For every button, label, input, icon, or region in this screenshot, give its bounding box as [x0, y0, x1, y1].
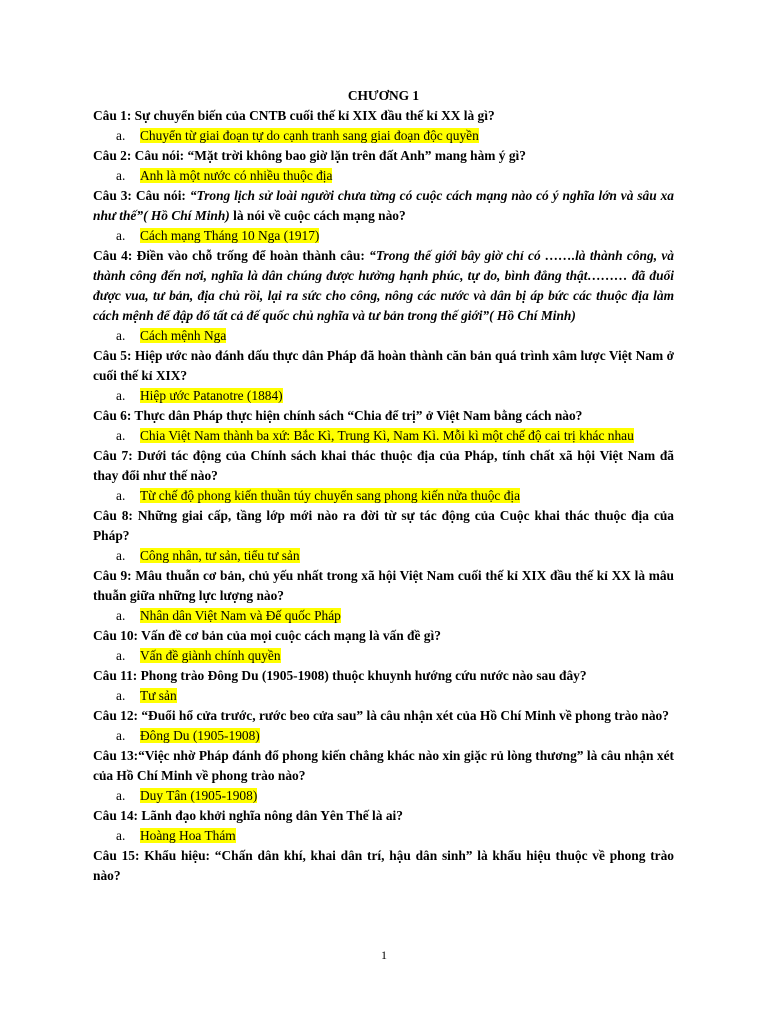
page-number: 1 [381, 948, 387, 962]
question-9: Câu 9: Mâu thuẫn cơ bản, chủ yếu nhất trong xã hội Việt Nam cuối thế kỉ XIX đầu thế kỉ XX là mâu thuẫn giữa những lực lượng nào? [93, 568, 674, 603]
chapter-title: CHƯƠNG 1 [347, 88, 420, 103]
answer-11: a. Tư sản [116, 688, 177, 703]
answer-13: a. Duy Tân (1905-1908) [116, 788, 258, 803]
answer-5: a. Hiệp ước Patanotre (1884) [116, 388, 283, 403]
answer-7: a. Từ chế độ phong kiến thuần túy chuyển sang phong kiến nửa thuộc địa [116, 488, 521, 503]
answer-8: a. Công nhân, tư sản, tiểu tư sản [116, 548, 300, 563]
answer-9: a. Nhân dân Việt Nam và Đế quốc Pháp [116, 608, 341, 623]
answer-2: a. Anh là một nước có nhiều thuộc địa [116, 168, 333, 183]
question-1: Câu 1: Sự chuyển biến của CNTB cuối thế kỉ XIX đầu thế kỉ XX là gì? [93, 108, 495, 123]
question-10: Câu 10: Vấn đề cơ bản của mọi cuộc cách mạng là vấn đề gì? [93, 628, 441, 643]
answer-14: a. Hoàng Hoa Thám [116, 828, 236, 843]
question-6: Câu 6: Thực dân Pháp thực hiện chính sách “Chia để trị” ở Việt Nam bằng cách nào? [93, 408, 583, 423]
question-8: Câu 8: Những giai cấp, tầng lớp mới nào ra đời từ sự tác động của Cuộc khai thác thuộc địa của Pháp? [93, 508, 674, 543]
question-14: Câu 14: Lãnh đạo khởi nghĩa nông dân Yên Thế là ai? [93, 808, 403, 823]
answer-12: a. Đông Du (1905-1908) [116, 728, 260, 743]
answer-6: a. Chia Việt Nam thành ba xứ: Bắc Kì, Trung Kì, Nam Kì. Mỗi kì một chế độ cai trị khác nhau [116, 428, 634, 443]
answer-10: a. Vấn đề giành chính quyền [116, 648, 281, 663]
answer-1: a. Chuyển từ giai đoạn tự do cạnh tranh sang giai đoạn độc quyền [116, 128, 479, 143]
question-7: Câu 7: Dưới tác động của Chính sách khai thác thuộc địa của Pháp, tính chất xã hội Việt Nam đã thay đổi như thế nào? [93, 448, 674, 483]
question-13: Câu 13:“Việc nhờ Pháp đánh đổ phong kiến chẳng khác nào xin giặc rủ lòng thương” là câu nhận xét của Hồ Chí Minh về phong trào nào? [93, 748, 674, 783]
question-5: Câu 5: Hiệp ước nào đánh dấu thực dân Pháp đã hoàn thành căn bản quá trình xâm lược Việt Nam ở cuối thế kỉ XIX? [93, 348, 674, 383]
question-12: Câu 12: “Đuổi hổ cửa trước, rước beo cửa sau” là câu nhận xét của Hồ Chí Minh về phong trào nào? [93, 708, 669, 723]
question-11: Câu 11: Phong trào Đông Du (1905-1908) thuộc khuynh hướng cứu nước nào sau đây? [93, 668, 587, 683]
document-content [93, 86, 674, 886]
question-4: Câu 4: Điền vào chỗ trống để hoàn thành câu: “Trong thế giới bây giờ chỉ có …….là thành công, và thành công đến nơi, nghĩa là dân chúng được hưởng hạnh phúc, tự do, bình đẳng thật……… đã đuổi được vua, tư bản, địa chủ rồi, lại ra sức cho công, nông các nước và dân bị áp bức các thuộc địa làm cách mệnh để đập đổ tất cả đế quốc chủ nghĩa và tư bản trong thế giới”( Hồ Chí Minh) [93, 248, 675, 323]
question-3: Câu 3: Câu nói: “Trong lịch sử loài người chưa từng có cuộc cách mạng nào có ý nghĩa lớn và sâu xa như thế”( Hồ Chí Minh) là nói về cuộc cách mạng nào? [93, 188, 674, 223]
answer-3: a. Cách mạng Tháng 10 Nga (1917) [116, 228, 320, 243]
question-2: Câu 2: Câu nói: “Mặt trời không bao giờ lặn trên đất Anh” mang hàm ý gì? [93, 148, 526, 163]
question-15: Câu 15: Khẩu hiệu: “Chấn dân khí, khai dân trí, hậu dân sinh” là khẩu hiệu thuộc về phong trào nào? [93, 848, 674, 883]
answer-4: a. Cách mệnh Nga [116, 328, 227, 343]
